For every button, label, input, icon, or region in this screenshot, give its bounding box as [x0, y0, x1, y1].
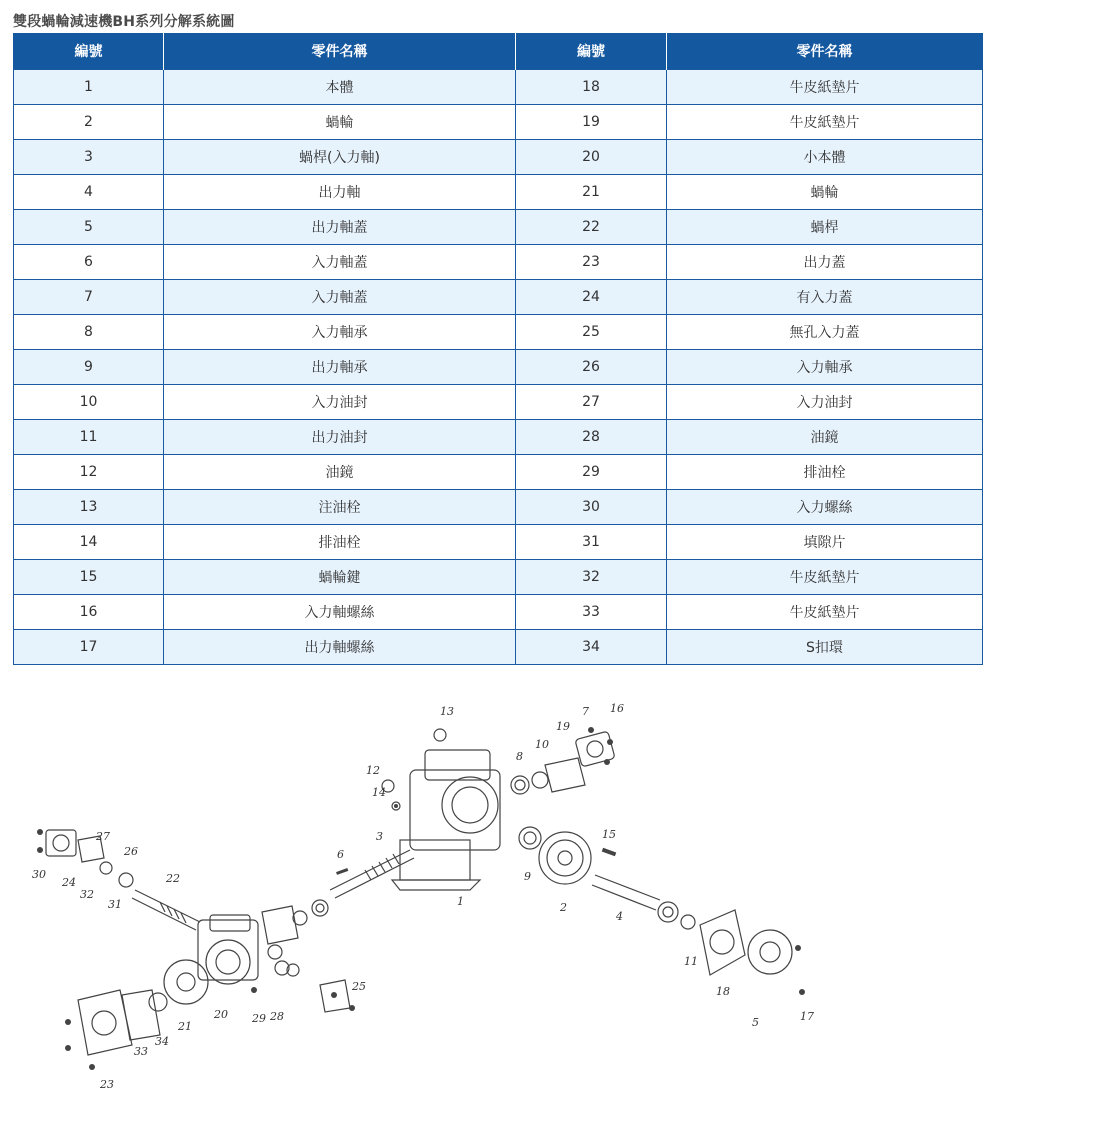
part-number-cell: 21	[516, 175, 667, 210]
callout-1: 1	[457, 895, 464, 908]
part-number-cell: 15	[14, 560, 164, 595]
part-number-cell: 33	[516, 595, 667, 630]
part-number-cell: 13	[14, 490, 164, 525]
part-name-cell: 有入力蓋	[667, 280, 983, 315]
part-name-cell: 出力油封	[164, 420, 516, 455]
header-number: 編號	[14, 33, 164, 70]
callout-23: 23	[100, 1078, 114, 1091]
part-number-cell: 26	[516, 350, 667, 385]
part-number-cell: 30	[516, 490, 667, 525]
page-title: 雙段蝸輪減速機BH系列分解系統圖	[13, 14, 235, 30]
part-name-cell: 入力軸螺絲	[164, 595, 516, 630]
part-name-cell: 出力軸蓋	[164, 210, 516, 245]
part-name-cell: 出力軸承	[164, 350, 516, 385]
part-name-cell: 蝸輪鍵	[164, 560, 516, 595]
part-name-cell: 入力軸承	[164, 315, 516, 350]
part-number-cell: 23	[516, 245, 667, 280]
table-row	[14, 140, 983, 175]
callout-7: 7	[582, 705, 589, 718]
part-name-cell: 牛皮紙墊片	[667, 595, 983, 630]
part-number-cell: 9	[14, 350, 164, 385]
part-name-cell: 出力蓋	[667, 245, 983, 280]
part-number-cell: 12	[14, 455, 164, 490]
part-number-cell: 17	[14, 630, 164, 665]
part-name-cell: 入力軸蓋	[164, 280, 516, 315]
callout-26: 26	[124, 845, 138, 858]
part-name-cell: 出力軸螺絲	[164, 630, 516, 665]
table-row	[14, 245, 983, 280]
header-part-name: 零件名稱	[667, 33, 983, 70]
callout-13: 13	[440, 705, 454, 718]
callout-19: 19	[556, 720, 570, 733]
part-number-cell: 14	[14, 525, 164, 560]
callout-14: 14	[372, 786, 386, 799]
callout-20: 20	[214, 1008, 228, 1021]
part-number-cell: 2	[14, 105, 164, 140]
part-name-cell: 出力軸	[164, 175, 516, 210]
part-name-cell: 蝸輪	[667, 175, 983, 210]
callout-4: 4	[616, 910, 623, 923]
table-row	[14, 630, 983, 665]
part-number-cell: 22	[516, 210, 667, 245]
callout-2: 2	[560, 901, 567, 914]
header-part-name: 零件名稱	[164, 33, 516, 70]
part-number-cell: 25	[516, 315, 667, 350]
part-number-cell: 19	[516, 105, 667, 140]
table-row	[14, 595, 983, 630]
table-row	[14, 210, 983, 245]
table-row	[14, 420, 983, 455]
part-number-cell: 31	[516, 525, 667, 560]
part-name-cell: 入力軸蓋	[164, 245, 516, 280]
part-name-cell: S扣環	[667, 630, 983, 665]
callout-5: 5	[752, 1016, 759, 1029]
table-row	[14, 350, 983, 385]
callout-6: 6	[337, 848, 344, 861]
table-header-row	[14, 33, 983, 70]
part-number-cell: 24	[516, 280, 667, 315]
part-number-cell: 27	[516, 385, 667, 420]
callout-16: 16	[610, 702, 624, 715]
part-name-cell: 入力油封	[667, 385, 983, 420]
part-number-cell: 29	[516, 455, 667, 490]
callout-33: 33	[134, 1045, 148, 1058]
part-name-cell: 油鏡	[164, 455, 516, 490]
parts-table	[13, 33, 983, 665]
table-row	[14, 385, 983, 420]
part-number-cell: 32	[516, 560, 667, 595]
callout-22: 22	[166, 872, 180, 885]
part-name-cell: 入力螺絲	[667, 490, 983, 525]
part-name-cell: 小本體	[667, 140, 983, 175]
part-name-cell: 本體	[164, 70, 516, 105]
part-number-cell: 28	[516, 420, 667, 455]
callout-10: 10	[535, 738, 549, 751]
part-number-cell: 20	[516, 140, 667, 175]
table-row	[14, 455, 983, 490]
table-row	[14, 315, 983, 350]
callout-34: 34	[155, 1035, 169, 1048]
part-name-cell: 蝸輪	[164, 105, 516, 140]
table-row	[14, 525, 983, 560]
part-name-cell: 蝸桿(入力軸)	[164, 140, 516, 175]
table-row	[14, 560, 983, 595]
callout-17: 17	[800, 1010, 814, 1023]
part-name-cell: 牛皮紙墊片	[667, 70, 983, 105]
part-number-cell: 10	[14, 385, 164, 420]
callout-11: 11	[684, 955, 698, 968]
callout-15: 15	[602, 828, 616, 841]
callout-27: 27	[96, 830, 110, 843]
exploded-view-diagram	[0, 690, 1098, 1135]
callout-29: 29	[252, 1012, 266, 1025]
part-name-cell: 牛皮紙墊片	[667, 560, 983, 595]
part-name-cell: 牛皮紙墊片	[667, 105, 983, 140]
part-name-cell: 入力軸承	[667, 350, 983, 385]
callout-28: 28	[270, 1010, 284, 1023]
header-number: 編號	[516, 33, 667, 70]
table-row	[14, 70, 983, 105]
part-name-cell: 排油栓	[667, 455, 983, 490]
callout-32: 32	[80, 888, 94, 901]
callout-25: 25	[352, 980, 366, 993]
callout-3: 3	[376, 830, 383, 843]
part-name-cell: 排油栓	[164, 525, 516, 560]
table-row	[14, 105, 983, 140]
part-number-cell: 34	[516, 630, 667, 665]
callout-21: 21	[178, 1020, 192, 1033]
part-name-cell: 蝸桿	[667, 210, 983, 245]
part-name-cell: 入力油封	[164, 385, 516, 420]
part-number-cell: 11	[14, 420, 164, 455]
callout-24: 24	[62, 876, 76, 889]
callout-12: 12	[366, 764, 380, 777]
table-row	[14, 280, 983, 315]
part-number-cell: 1	[14, 70, 164, 105]
part-name-cell: 注油栓	[164, 490, 516, 525]
callout-8: 8	[516, 750, 523, 763]
part-name-cell: 油鏡	[667, 420, 983, 455]
callout-18: 18	[716, 985, 730, 998]
part-number-cell: 7	[14, 280, 164, 315]
table-row	[14, 490, 983, 525]
part-number-cell: 18	[516, 70, 667, 105]
part-number-cell: 8	[14, 315, 164, 350]
part-name-cell: 填隙片	[667, 525, 983, 560]
callout-31: 31	[108, 898, 122, 911]
part-number-cell: 4	[14, 175, 164, 210]
part-number-cell: 6	[14, 245, 164, 280]
callout-9: 9	[524, 870, 531, 883]
part-number-cell: 5	[14, 210, 164, 245]
part-number-cell: 16	[14, 595, 164, 630]
part-number-cell: 3	[14, 140, 164, 175]
table-row	[14, 175, 983, 210]
part-name-cell: 無孔入力蓋	[667, 315, 983, 350]
callout-30: 30	[32, 868, 46, 881]
